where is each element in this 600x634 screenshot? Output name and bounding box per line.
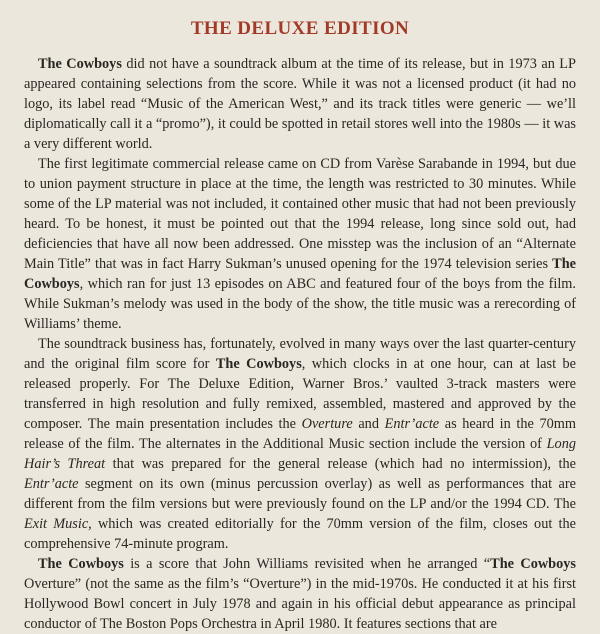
text-run: , which was created editorially for the 70mm version of the film, closes out the comprehensive 74-minute program. <box>24 516 576 552</box>
text-run: that was prepared for the general release (which had no intermission), the <box>105 456 576 472</box>
text-run: Overture” (not the same as the film’s “Overture”) in the mid-1970s. He conducted it at his first Hollywood Bowl concert in July 1978 and again in his official debut appearance as principal conductor of The Boston Pops Orchestra in April 1980. It features sections that are <box>24 576 576 632</box>
text-run: Entr’acte <box>24 476 79 492</box>
text-run: The soundtrack business has, fortunately, evolved in many ways over the last quarter-century and the original film score for <box>24 336 576 372</box>
page-title: THE DELUXE EDITION <box>190 18 410 39</box>
paragraph-2 <box>24 154 576 334</box>
text-run: The Cowboys <box>38 56 122 72</box>
booklet-page <box>0 17 600 632</box>
paragraph-4 <box>24 554 576 634</box>
text-run: as heard in the 70mm release of the film. The alternates in the Additional Music section include the version of <box>24 416 577 452</box>
text-run: did not have a soundtrack album at the time of its release, but in 1973 an LP appeared containing selections from the score. While it was not a licensed product (it had no logo, its label read “Music of the American West,” and its track titles were generic — we’ll diplomatically call it a “promo”), it could be spotted in retail stores well into the 1980s — it was a very different world. <box>24 56 576 152</box>
text-run: Long Hair’s Threat <box>24 436 576 472</box>
text-run: is a score that John Williams revisited when he arranged “ <box>123 556 491 572</box>
text-run: Overture <box>301 416 353 432</box>
text-run: , which clocks in at one hour, can at last be released properly. For The Deluxe Edition, Warner Bros.’ vaulted 3-track masters were transferred in high resolution and fully remixed, assembled, mastered and approved by the composer. The main presentation includes the <box>24 356 576 432</box>
text-run: The Cowboys <box>215 356 302 372</box>
text-run: The Cowboys <box>24 256 576 292</box>
text-run: and <box>352 416 385 432</box>
text-run: Exit Music <box>24 516 89 532</box>
text-run: Entr’acte <box>384 416 440 432</box>
text-run: The Cowboys <box>490 556 576 572</box>
text-run: The first legitimate commercial release came on CD from Varèse Sarabande in 1994, but due to union payment structure in place at the time, the length was restricted to 30 minutes. While some of the LP material was not included, it contained other music that had not been previously heard. To be honest, it must be pointed out that the 1994 release, long since sold out, had deficiencies that have all now been addressed. One misstep was the inclusion of an “Alternate Main Title” that was in fact Harry Sukman’s unused opening for the 1974 television series <box>24 156 576 272</box>
body-text <box>24 54 576 634</box>
text-run: The Cowboys <box>38 556 124 572</box>
text-run: segment on its own (minus percussion overlay) as well as performances that are different from the film versions but were previously found on the LP and/or the 1994 CD. The <box>24 476 576 512</box>
paragraph-3 <box>24 334 576 554</box>
text-run: , which ran for just 13 episodes on ABC and featured four of the boys from the film. While Sukman’s melody was used in the body of the show, the title music was a rerecording of Williams’ theme. <box>24 276 576 332</box>
paragraph-1 <box>24 54 576 154</box>
